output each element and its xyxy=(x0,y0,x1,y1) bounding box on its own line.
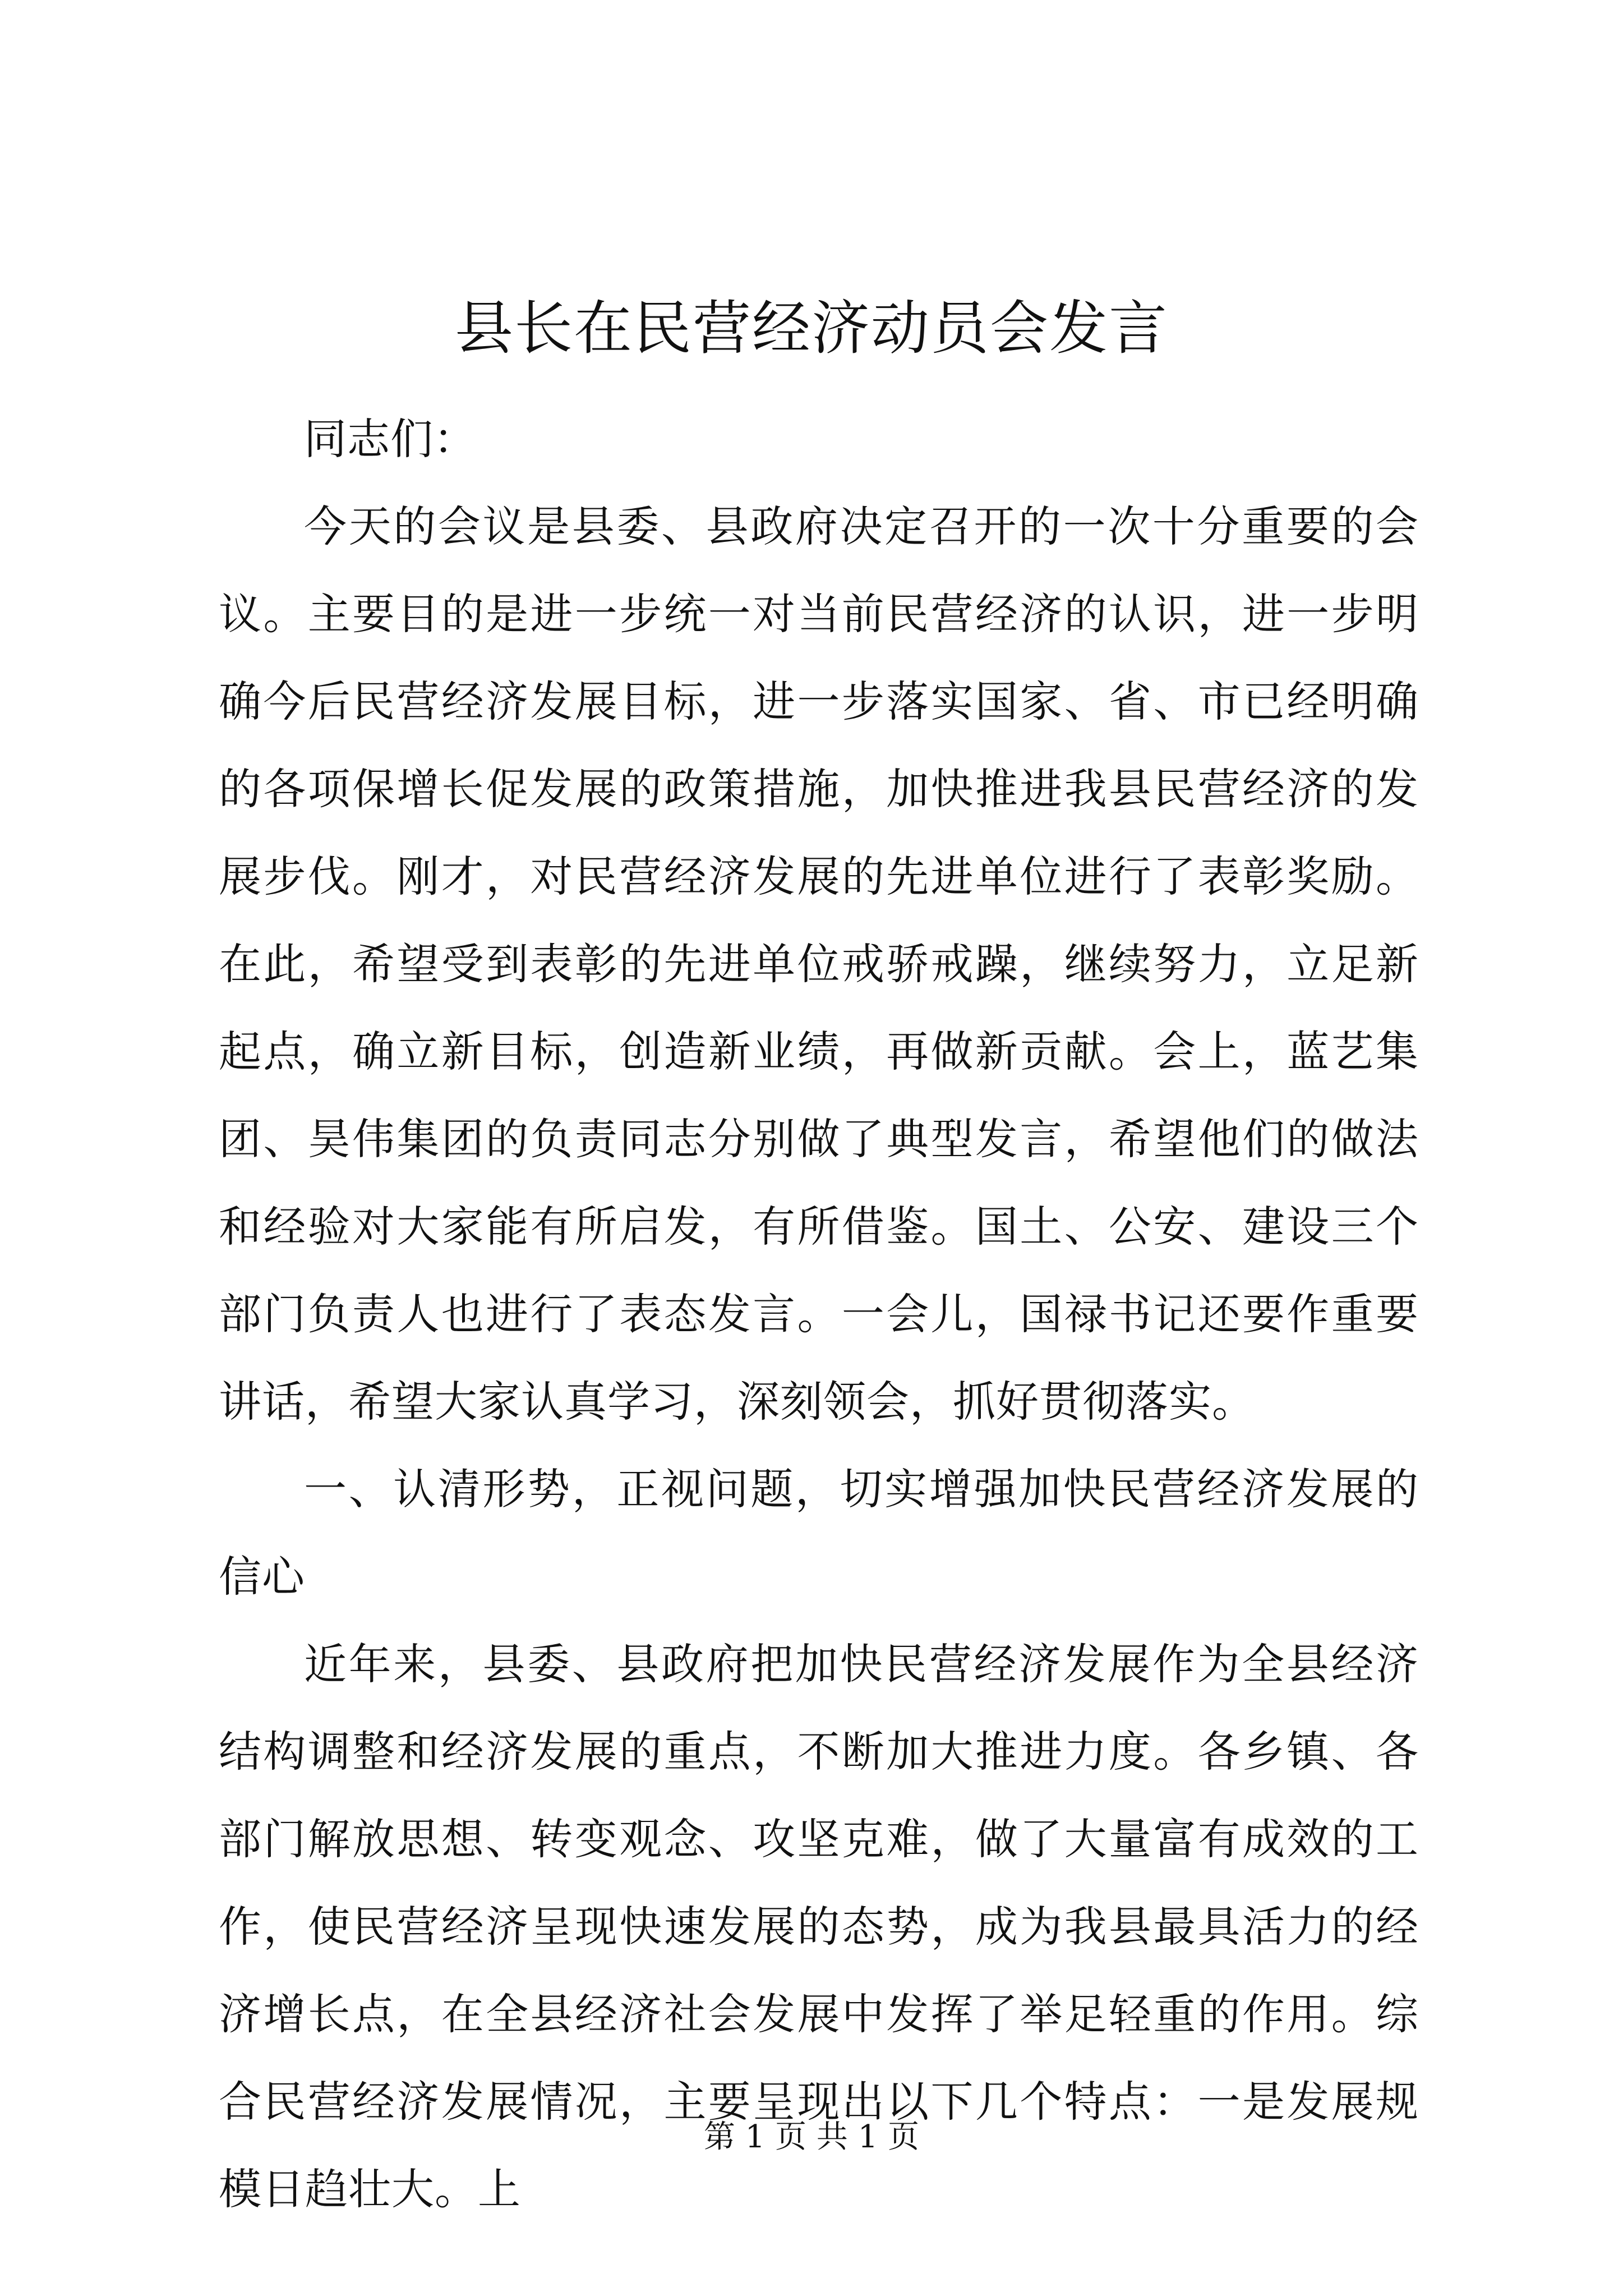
page-footer: 第 1 页 共 1 页 xyxy=(703,2119,920,2155)
salutation-paragraph: 同志们： xyxy=(304,414,477,464)
opening-paragraph: 今天的会议是县委、县政府决定召开的一次十分重要的会议。主要目的是进一步统一对当前民营经济的认识，进一步明确今后民营经济发展目标，进一步落实国家、省、市已经明确的各项保增长促发展的政策措施，加快推进我县民营经济的发展步伐。刚才，对民营经济发展的先进单位进行了表彰奖励。在此，希望受到表彰的先进单位戒骄戒躁，继续努力，立足新起点，确立新目标，创造新业绩，再做新贡献。会上，蓝艺集团、昊伟集团的负责同志分别做了典型发言，希望他们的做法和经验对大家能有所启发，有所借鉴。国土、公安、建设三个部门负责人也进行了表态发言。一会儿，国禄书记还要作重要讲话，希望大家认真学习，深刻领会，抓好贯彻落实。 xyxy=(219,501,1419,1427)
document-title: 县长在民营经济动员会发言 xyxy=(454,294,1168,362)
development-paragraph: 近年来，县委、县政府把加快民营经济发展作为全县经济结构调整和经济发展的重点，不断加大推进力度。各乡镇、各部门解放思想、转变观念、攻坚克难，做了大量富有成效的工作，使民营经济呈现快速发展的态势，成为我县最具活力的经济增长点，在全县经济社会发展中发挥了举足轻重的作用。综合民营经济发展情况，主要呈现出以下几个特点：一是发展规模日趋壮大。上 xyxy=(219,1639,1419,2214)
section-heading-paragraph: 一、认清形势，正视问题，切实增强加快民营经济发展的信心 xyxy=(219,1464,1419,1602)
document-body xyxy=(219,395,1419,2233)
